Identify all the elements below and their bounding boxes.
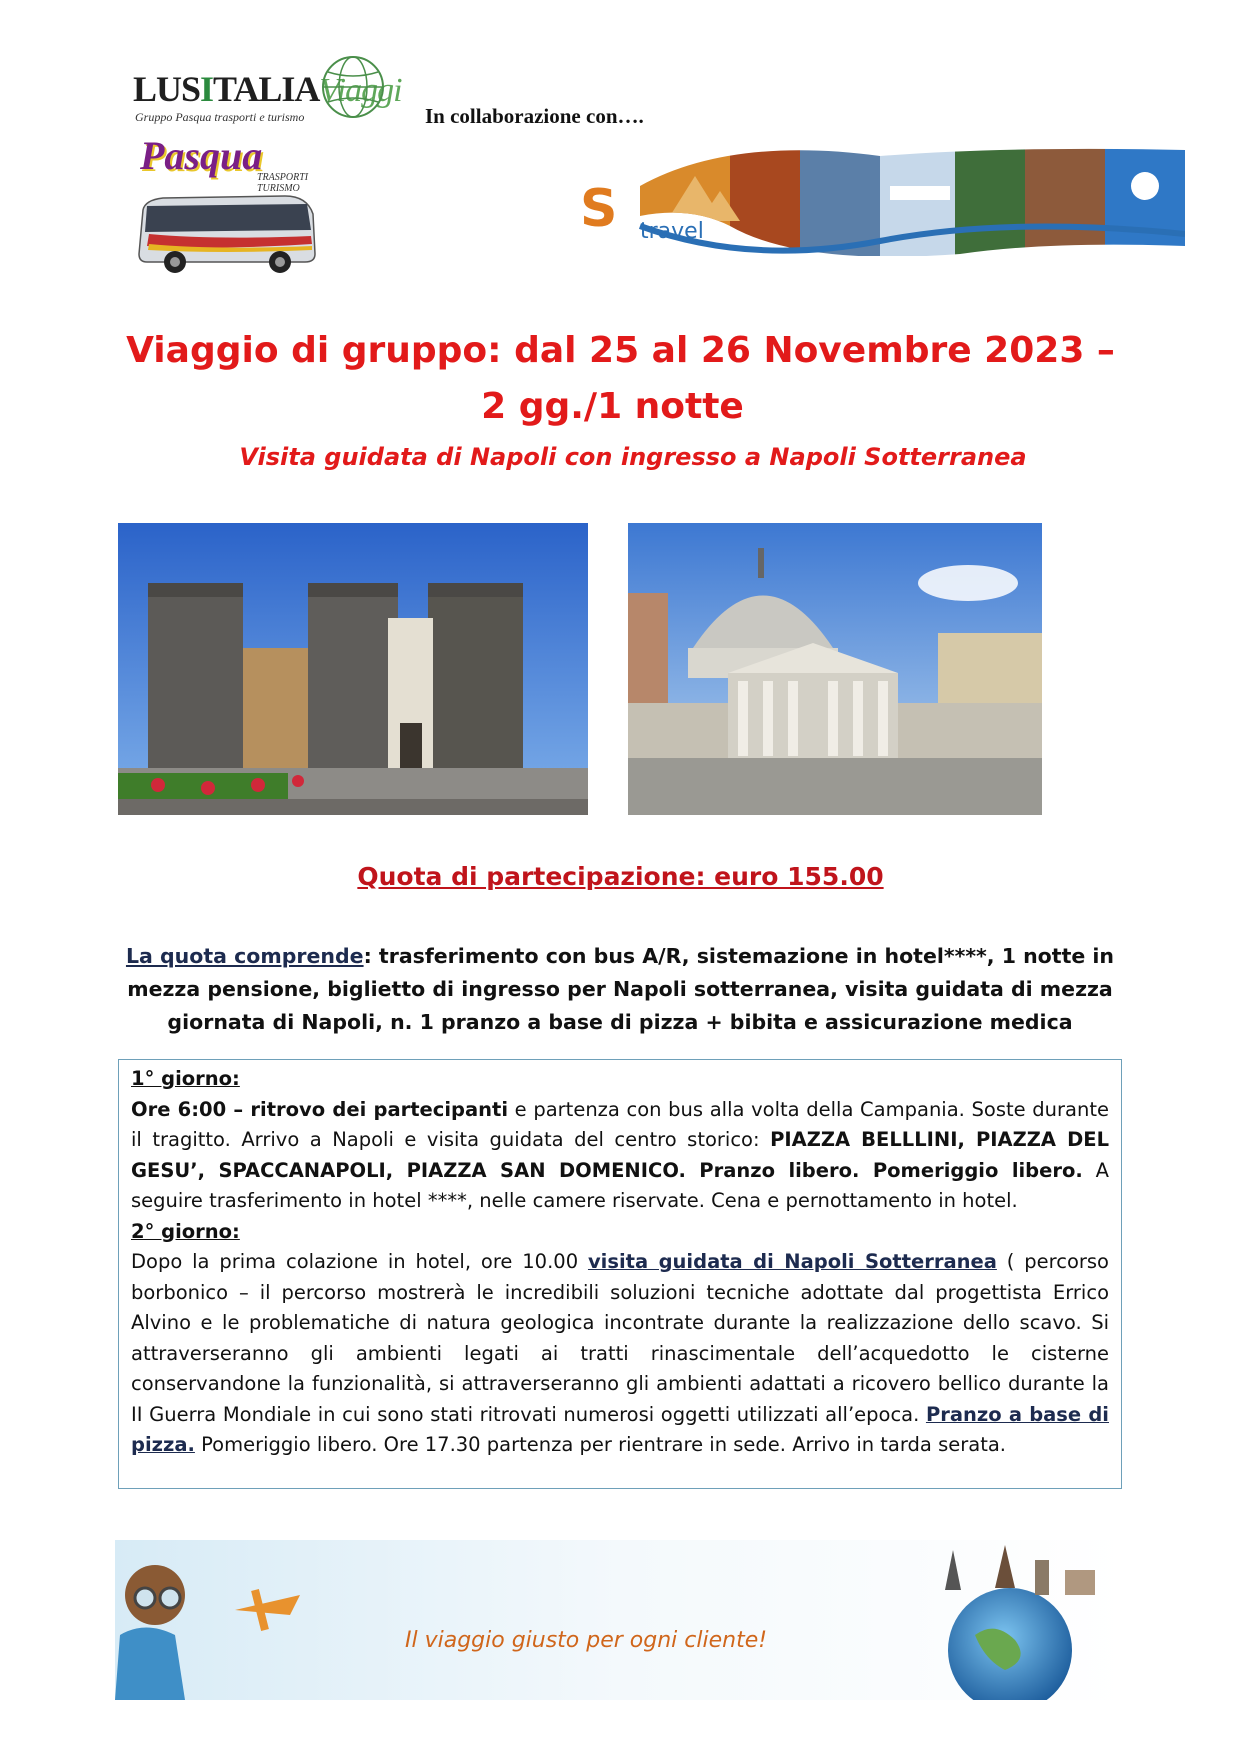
travel-collage-image — [580, 146, 1185, 256]
globe-icon — [318, 52, 388, 122]
day2-pizza-lunch: Pranzo a base di pizza. — [131, 1402, 1109, 1456]
piazza-plebiscito-photo — [628, 523, 1042, 815]
footer-banner — [115, 1540, 1127, 1700]
lusitalia-wordmark: LUSITALIAViaggi — [133, 69, 402, 109]
day2-text-1: Dopo la prima colazione in hotel, ore 10.00 — [131, 1250, 588, 1273]
pasqua-logo — [135, 132, 325, 278]
day1-text-2: A seguire trasferimento in hotel ****, nelle camere riservate. Cena e pernottamento in hotel. — [131, 1158, 1109, 1212]
castle-image — [118, 523, 588, 815]
pasqua-name: Pasqua — [140, 133, 263, 178]
bus-icon — [135, 192, 320, 277]
pasqua-sub-1: TRASPORTI — [257, 172, 309, 183]
castel-nuovo-photo — [118, 523, 588, 815]
trip-duration: 2 gg./1 notte — [481, 386, 744, 427]
day2-underground-tour: visita guidata di Napoli Sotterranea — [587, 1250, 997, 1273]
day1-places: PIAZZA BELLLINI, PIAZZA DEL GESU’, SPACCANAPOLI, PIAZZA SAN DOMENICO. — [131, 1128, 1109, 1182]
day2-heading: 2° giorno: — [131, 1219, 240, 1243]
partner-logo-text: travel — [640, 219, 704, 244]
day1-text-1: e partenza con bus alla volta della Campania. Soste durante il tragitto. Arrivo a Napoli e visita guidata del centro storico: — [131, 1097, 1109, 1151]
collaboration-text: In collaborazione con…. — [425, 104, 644, 128]
includes-label: La quota comprende — [125, 944, 364, 968]
day1-meeting: Ore 6:00 – ritrovo dei partecipanti — [131, 1097, 509, 1121]
participation-price: Quota di partecipazione: euro 155.00 — [357, 862, 884, 891]
footer-image — [115, 1540, 1127, 1700]
lusitalia-logo — [133, 52, 402, 130]
pasqua-subtitle — [257, 172, 308, 194]
itinerary-box — [118, 1059, 1122, 1489]
basilica-image — [628, 523, 1042, 815]
day2-text-3: Pomeriggio libero. Ore 17.30 partenza per rientrare in sede. Arrivo in tarda serata. — [194, 1433, 1006, 1456]
partner-banner — [580, 146, 1185, 256]
lusitalia-tagline: Gruppo Pasqua trasporti e turismo — [135, 110, 305, 124]
price-includes — [125, 940, 1115, 1039]
footer-slogan: Il viaggio giusto per ogni cliente! — [405, 1628, 768, 1653]
day1-free-time: Pranzo libero. Pomeriggio libero. — [685, 1158, 1083, 1182]
day1-heading: 1° giorno: — [131, 1067, 240, 1090]
pasqua-sub-2: TURISMO — [257, 183, 300, 194]
svg-text:S: S — [580, 179, 618, 239]
includes-text: : trasferimento con bus A/R, sistemazione in hotel****, 1 notte in mezza pensione, biglietto di ingresso per Napoli sotterranea, visita guidata di mezza giornata di Napoli, n. 1 pranzo a base di pizza + bibita e assicurazione medica — [127, 944, 1115, 1034]
trip-title: Viaggio di gruppo: dal 25 al 26 Novembre 2023 – — [126, 330, 1115, 371]
day2-text-2: ( percorso borbonico – il percorso mostrerà le incredibili soluzioni tecniche adottate dal progettista Errico Alvino e le problematiche di natura geologica incontrate durante la realizzazione dello scavo. Si attraverseranno gli ambienti legati ai tratti rinascimentale dell’acquedotto le cisterne conservandone la funzionalità, si attraverseranno gli ambienti adattati a ricovero bellico durante la II Guerra Mondiale in cui sono stati ritrovati numerosi oggetti utilizzati all’epoca. — [131, 1250, 1109, 1426]
trip-subtitle: Visita guidata di Napoli con ingresso a Napoli Sotterranea — [239, 443, 1027, 471]
